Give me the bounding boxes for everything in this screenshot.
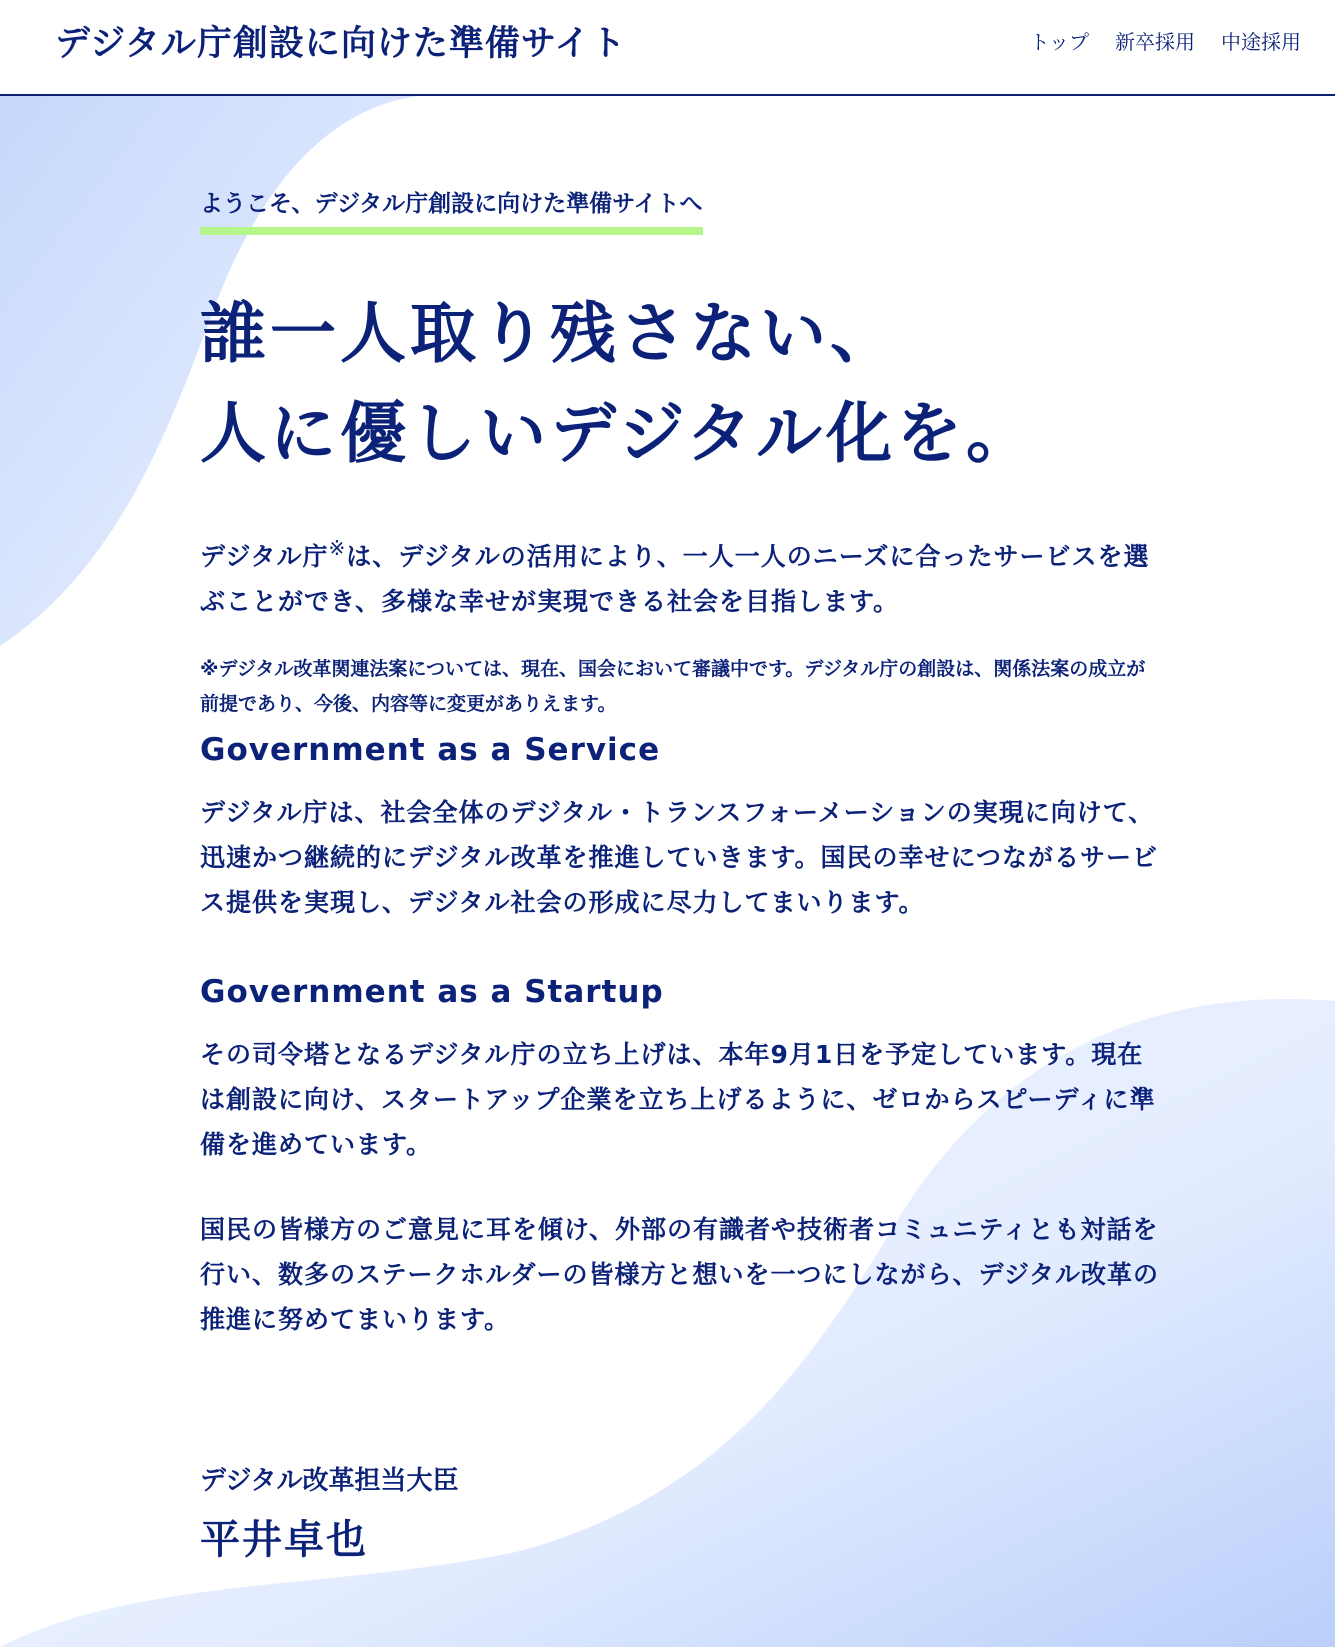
intro-paragraph: [200, 526, 1160, 624]
site-title[interactable]: デジタル庁創設に向けた準備サイト: [55, 24, 627, 64]
headline-line-2: 人に優しいデジタル化を。: [200, 395, 1037, 472]
hero-headline: [200, 284, 1036, 484]
nav-item-mid-career-recruit[interactable]: 中途採用: [1221, 30, 1301, 54]
section-title-service: Government as a Service: [200, 732, 661, 768]
section-body-service: デジタル庁は、社会全体のデジタル・トランスフォーメーションの実現に向けて、迅速かつ継続的にデジタル改革を推進していきます。国民の幸せにつながるサービス提供を実現し、デジタル社会の形成に尽力してまいります。: [200, 798, 1159, 917]
footnote: ※デジタル改革関連法案については、現在、国会において審議中です。デジタル庁の創設は、関係法案の成立が前提であり、今後、内容等に変更がありえます。: [200, 658, 1146, 715]
welcome-kicker: ようこそ、デジタル庁創設に向けた準備サイトへ: [200, 191, 703, 235]
signature-name: 平井卓也: [200, 1517, 368, 1563]
nav-item-top[interactable]: トップ: [1029, 30, 1089, 54]
signature-role: デジタル改革担当大臣: [200, 1466, 459, 1496]
site-header: [0, 0, 1335, 96]
nav-item-new-graduate-recruit[interactable]: 新卒採用: [1115, 30, 1195, 54]
section-title-startup: Government as a Startup: [200, 974, 664, 1010]
section-body-startup: その司令塔となるデジタル庁の立ち上げは、本年9月1日を予定しています。現在は創設に向け、スタートアップ企業を立ち上げるように、ゼロからスピーディに準備を進めています。: [200, 1040, 1156, 1159]
intro-text-start: デジタル庁: [200, 542, 329, 571]
closing-paragraph: 国民の皆様方のご意見に耳を傾け、外部の有識者や技術者コミュニティとも対話を行い、数多のステークホルダーの皆様方と想いを一つにしながら、デジタル改革の推進に努めてまいります。: [200, 1215, 1160, 1334]
intro-text-rest: は、デジタルの活用により、一人一人のニーズに合ったサービスを選ぶことができ、多様な幸せが実現できる社会を目指します。: [200, 542, 1150, 616]
footnote-mark: ※: [328, 536, 347, 560]
main-nav: [1030, 26, 1301, 55]
headline-line-1: 誰一人取り残さない、: [200, 295, 900, 372]
